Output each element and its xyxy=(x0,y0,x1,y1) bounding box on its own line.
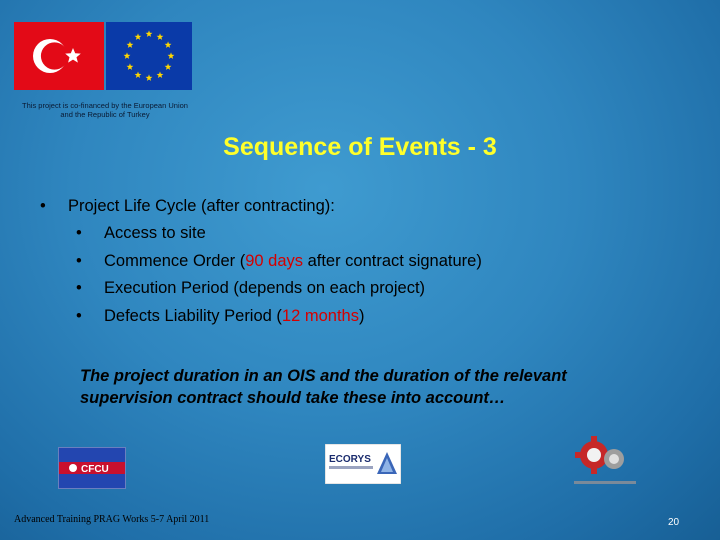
eu-star xyxy=(135,33,142,40)
sub-bullet-access xyxy=(40,220,700,248)
note-line-1: The project duration in an OIS and the duration of the relevant xyxy=(80,367,567,385)
eu-star xyxy=(157,33,164,40)
bullet-dot: • xyxy=(76,251,82,270)
sub-bullet-text: Defects Liability Period (12 months) xyxy=(104,306,365,325)
eu-star xyxy=(168,52,175,59)
eu-star xyxy=(124,52,131,59)
sub-bullet-text: Access to site xyxy=(104,224,206,243)
page-number: 20 xyxy=(668,517,680,528)
sub-bullet-execution xyxy=(40,275,700,303)
gear-logo xyxy=(570,435,640,490)
bullet-list xyxy=(40,192,700,330)
eu-star xyxy=(127,63,134,70)
note-line-2: supervision contract should take these into account… xyxy=(80,389,506,407)
bullet-dot: • xyxy=(76,224,82,243)
eu-star xyxy=(146,30,153,37)
main-bullet xyxy=(40,192,700,220)
eu-star xyxy=(127,41,134,48)
project-duration-note xyxy=(80,365,700,409)
svg-text:ECORYS: ECORYS xyxy=(329,454,371,465)
sub-bullet-text: Commence Order (90 days after contract signature) xyxy=(104,251,482,270)
turkish-flag-icon xyxy=(14,22,104,90)
cofinance-line-1: This project is co-financed by the European Union xyxy=(22,101,188,110)
bullet-dot: • xyxy=(76,279,82,298)
eu-star xyxy=(157,71,164,78)
sub-bullet-commence xyxy=(40,248,700,276)
sub-bullet-text: Execution Period (depends on each project) xyxy=(104,279,426,298)
highlight-90-days: 90 days xyxy=(245,251,303,270)
svg-text:CFCU: CFCU xyxy=(81,464,109,475)
cofinance-line-2: and the Republic of Turkey xyxy=(60,110,150,119)
eu-star xyxy=(135,71,142,78)
eu-star xyxy=(146,74,153,81)
eu-star xyxy=(165,41,172,48)
footer-text: Advanced Training PRAG Works 5-7 April 2011 xyxy=(14,514,210,525)
bullet-dot: • xyxy=(40,196,46,215)
slide-title: Sequence of Events - 3 xyxy=(223,133,497,161)
cofinance-note xyxy=(10,101,200,119)
eu-flag-icon xyxy=(106,22,192,90)
bullet-dot: • xyxy=(76,306,82,325)
eu-star xyxy=(165,63,172,70)
cfcu-logo xyxy=(58,447,126,489)
highlight-12-months: 12 months xyxy=(281,306,359,325)
sub-bullet-defects xyxy=(40,303,700,331)
ecorys-logo xyxy=(325,444,401,484)
main-bullet-text: Project Life Cycle (after contracting): xyxy=(68,196,335,215)
